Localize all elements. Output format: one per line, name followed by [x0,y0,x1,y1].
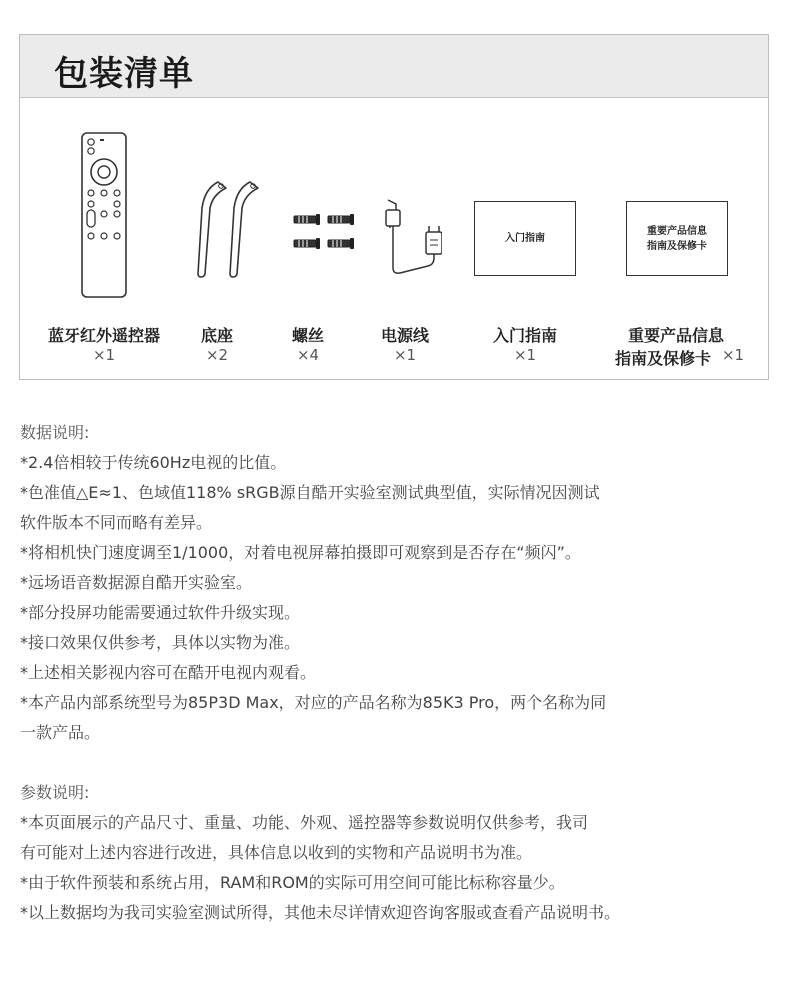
item-label-warranty-line2: 指南及保修卡 [614,349,711,368]
param-notes-section [20,778,770,928]
warranty-card-text-line2: 指南及保修卡 [647,240,707,252]
power-cord-icon [382,196,442,278]
data-note-line: *远场语音数据源自酷开实验室。 [20,573,253,592]
item-qty-stand: ×2 [205,346,229,364]
item-label-remote: 蓝牙红外遥控器 [47,326,160,345]
remote-control-icon [80,132,130,300]
data-note-line: *本产品内部系统型号为85P3D Max，对应的产品名称为85K3 Pro，两个名称为同 [20,693,607,712]
data-note-line: *将相机快门速度调至1/1000，对着电视屏幕拍摄即可观察到是否存在“频闪”。 [20,543,581,562]
item-label-screws: 螺丝 [291,326,324,345]
item-qty-remote: ×1 [92,346,116,364]
item-label-guide: 入门指南 [492,326,557,345]
item-qty-screws: ×4 [296,346,320,364]
param-note-line: 有可能对上述内容进行改进，具体信息以收到的实物和产品说明书为准。 [20,843,533,862]
item-label-stand: 底座 [200,326,233,345]
param-note-line: *由于软件预装和系统占用，RAM和ROM的实际可用空间可能比标称容量少。 [20,873,565,892]
item-label-power-cord: 电源线 [380,326,429,345]
data-notes-section [20,418,770,748]
data-note-line: *色准值△E≈1、色域值118% sRGB源自酷开实验室测试典型值，实际情况因测试 [20,483,600,502]
warranty-card-text-line1: 重要产品信息 [647,225,707,237]
data-note-line: *上述相关影视内容可在酷开电视内观看。 [20,663,317,682]
data-note-line: *部分投屏功能需要通过软件升级实现。 [20,603,301,622]
data-notes-heading: 数据说明: [20,423,90,442]
packing-list-title: 包装清单 [54,54,194,94]
data-note-line: *接口效果仅供参考，具体以实物为准。 [20,633,301,652]
data-note-line: 软件版本不同而略有差异。 [20,513,213,532]
item-label-warranty-line1: 重要产品信息 [627,326,724,345]
param-note-line: *以上数据均为我司实验室测试所得，其他未尽详情欢迎咨询客服或查看产品说明书。 [20,903,621,922]
quick-start-guide-card-text: 入门指南 [505,233,545,244]
item-qty-guide: ×1 [513,346,537,364]
param-notes-heading: 参数说明: [20,783,90,802]
warranty-card [626,201,728,276]
screws-icon [292,211,356,253]
stand-legs-icon [188,178,262,280]
item-qty-warranty: ×1 [721,346,745,364]
quick-start-guide-card [474,201,576,276]
packing-list-header [20,35,768,98]
data-note-line: *2.4倍相较于传统60Hz电视的比值。 [20,453,287,472]
packing-list-box [19,34,769,380]
item-qty-power-cord: ×1 [393,346,417,364]
param-note-line: *本页面展示的产品尺寸、重量、功能、外观、遥控器等参数说明仅供参考，我司 [20,813,589,832]
data-note-line: 一款产品。 [20,723,101,742]
